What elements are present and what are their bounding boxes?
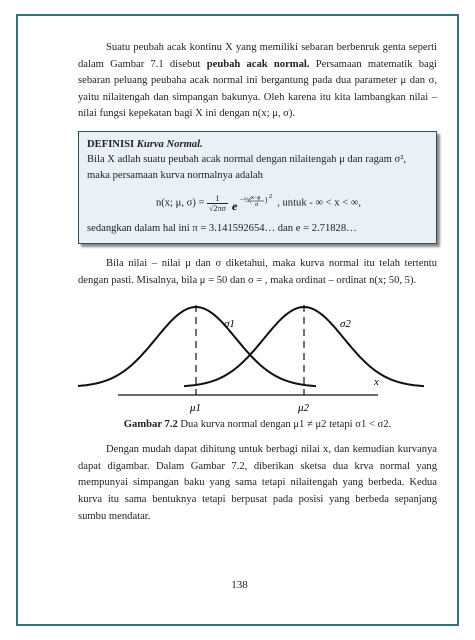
definition-box [78, 131, 437, 244]
formula-fraction-numerator: 1 [207, 194, 228, 204]
term-normal-random-variable: peubah acak normal. [206, 58, 310, 70]
sigma1-label: σ1 [224, 318, 235, 331]
definition-label: DEFINISI [87, 138, 135, 150]
svg-text:x−μ: x−μ [250, 195, 261, 202]
paragraph-intro [78, 40, 437, 123]
formula-fraction-denominator: √2πσ [209, 203, 226, 213]
mu2-label: μ2 [298, 402, 310, 415]
normal-curves-chart [78, 295, 437, 415]
svg-text:−½(: −½( [239, 196, 252, 205]
paragraph-intro-text: Suatu peubah acak kontinu X yang memiliki sebaran berbenruk genta seperti dalam Gambar 7.1 disebut [78, 42, 437, 70]
figure-caption [78, 417, 437, 432]
formula-exponential [231, 193, 275, 213]
mu1-label: μ1 [190, 402, 202, 415]
svg-text:2: 2 [268, 194, 272, 201]
normal-curve-formula [87, 193, 430, 213]
figure-caption-text: Dua kurva normal dengan μ1 ≠ μ2 tetapi σ1 < σ2. [177, 419, 392, 431]
svg-text:): ) [264, 196, 267, 205]
formula-rhs: , untuk - ∞ < x < ∞, [277, 197, 362, 209]
x-axis-label: x [374, 376, 379, 389]
page-number: 138 [231, 579, 248, 591]
sigma2-label: σ2 [340, 318, 351, 331]
definition-heading [87, 137, 430, 153]
figure-caption-label: Gambar 7.2 [123, 419, 178, 431]
definition-term: Kurva Normal. [136, 138, 203, 150]
page-content [78, 40, 437, 525]
formula-lhs: n(x; μ, σ) = [155, 197, 208, 209]
normal-curves-figure [78, 295, 437, 415]
definition-text: Bila X adlah suatu peubah acak normal dengan nilaitengah μ dan ragam σ², maka persamaan kurva normalnya adalah [87, 154, 407, 181]
svg-text:σ: σ [254, 202, 258, 209]
definition-constants: sedangkan dalam hal ini π = 3.141592654… dan e = 2.71828… [87, 223, 357, 235]
paragraph-intro-text-2: Persamaan matematik bagi sebaran peluang peubaha acak normal ini bergantung pada dua parameter μ dan σ, yaitu nilaitengah dan simpangan bakunya. Oleh karena itu kita lambangkan nilai –nilai fungsi kepekatan bagi X ini dengan n(x; μ, σ). [78, 58, 437, 120]
document-page [16, 14, 459, 626]
svg-text:e: e [231, 199, 237, 214]
formula-fraction [207, 194, 228, 213]
paragraph-comparison: Dengan mudah dapat dihitung untuk berbagi nilai x, dan kemudian kurvanya dapat digambar. Dalam Gambar 7.2, diberikan sketsa dua krva normal yang mempunyai simpangan baku yang sama tetapi nilaitengah yang berbeda. Kedua kurva itu sama bentuknya tetapi berpusat pada posisi yang berbeda sepanjang sumbu mendatar. [78, 444, 437, 522]
paragraph-example: Bila nilai – nilai μ dan σ diketahui, maka kurva normal itu telah tertentu dengan pasti. Misalnya, bila μ = 50 dan σ = , maka ordinat – ordinat n(x; 50, 5). [78, 257, 437, 286]
